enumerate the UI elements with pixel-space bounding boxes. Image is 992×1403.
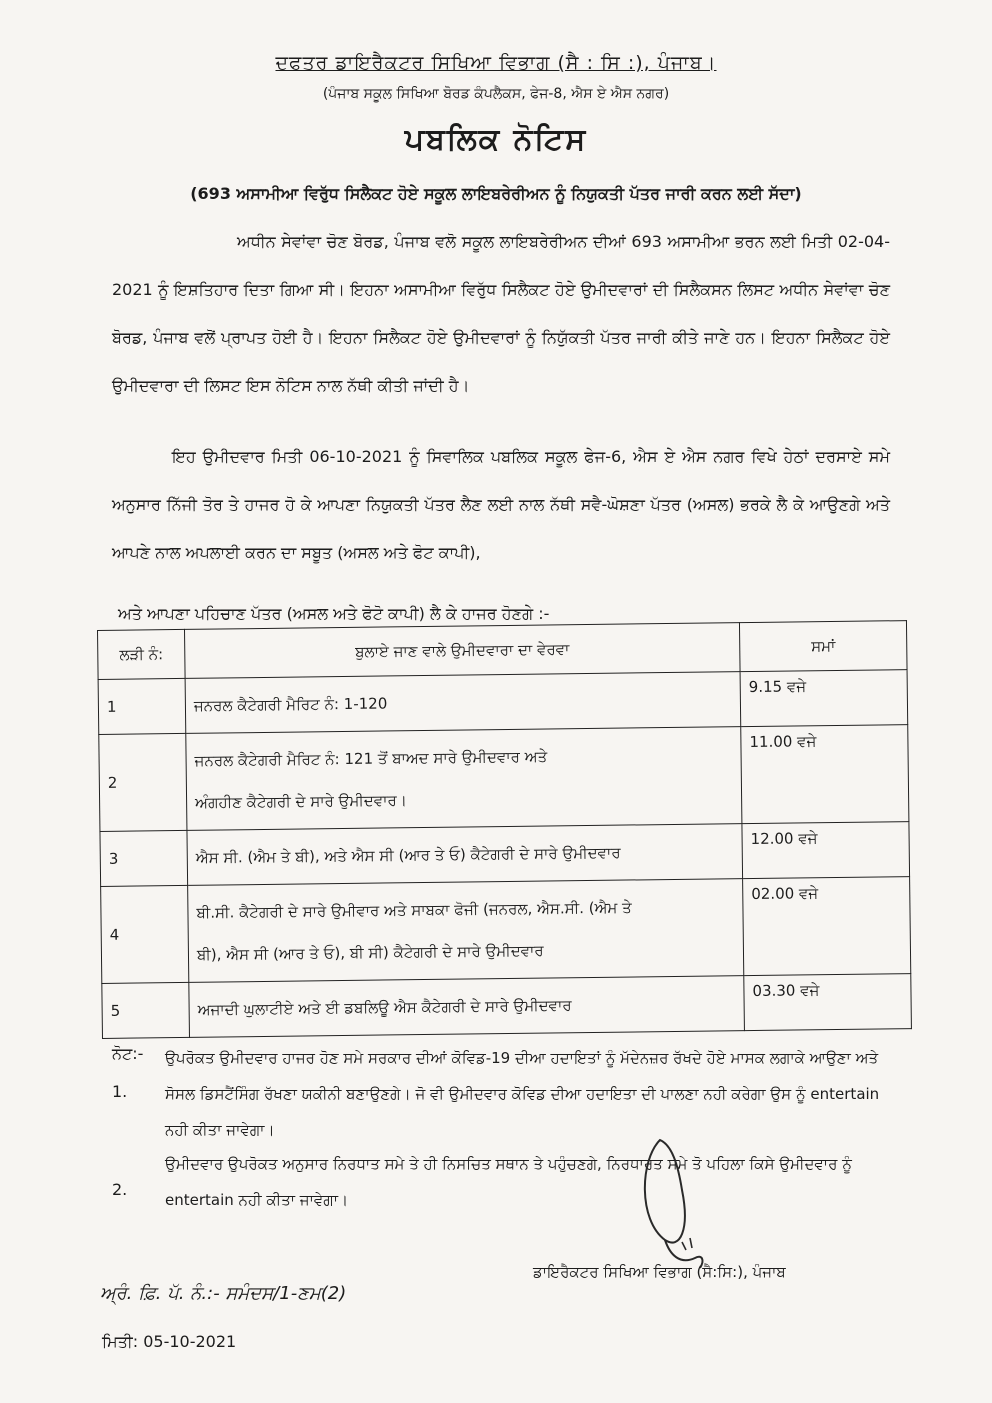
row-serial: 2 [99, 733, 187, 831]
row-serial: 5 [102, 982, 190, 1038]
row-description-line: ਅੰਗਹੀਣ ਕੈਟੇਗਰੀ ਦੇ ਸਾਰੇ ਉਮੀਦਵਾਰ। [195, 791, 407, 812]
row-serial: 3 [100, 830, 188, 886]
header-description: ਬੁਲਾਏ ਜਾਣ ਵਾਲੇ ਉਮੀਦਵਾਰਾ ਦਾ ਵੇਰਵਾ [184, 623, 740, 679]
row-description [186, 727, 742, 831]
notice-subject: (693 ਅਸਾਮੀਆ ਵਿਰੁੱਧ ਸਿਲੈਕਟ ਹੋਏ ਸਕੂਲ ਲਾਇਬਰੇਰੀਅਨ ਨੂੰ ਨਿਯੁਕਤੀ ਪੱਤਰ ਜਾਰੀ ਕਰਨ ਲਈ ਸੱਦਾ) [190, 184, 802, 203]
office-address: (ਪੰਜਾਬ ਸਕੂਲ ਸਿਖਿਆ ਬੋਰਡ ਕੰਪਲੈਕਸ, ਫੇਜ-8, ਐਸ ਏ ਐਸ ਨਗਰ) [322, 86, 670, 102]
row-description [185, 672, 741, 734]
row-description-line: ਜਨਰਲ ਕੈਟੇਗਰੀ ਮੈਰਿਟ ਨੰ: 121 ਤੋਂ ਬਾਅਦ ਸਾਰੇ ਉਮੀਦਵਾਰ ਅਤੇ [194, 747, 548, 770]
body-paragraph-1: ਅਧੀਨ ਸੇਵਾਂਵਾ ਚੋਣ ਬੋਰਡ, ਪੰਜਾਬ ਵਲੋ ਸਕੂਲ ਲਾਇਬਰੇਰੀਅਨ ਦੀਆਂ 693 ਅਸਾਮੀਆ ਭਰਨ ਲਈ ਮਿਤੀ 02-04-2021 ਨੂੰ ਇਸ਼ਤਿਹਾਰ ਦਿਤਾ ਗਿਆ ਸੀ। ਇਹਨਾ ਅਸਾਮੀਆ ਵਿਰੁੱਧ ਸਿਲੈਕਟ ਹੋਏ ਉਮੀਦਵਾਰਾਂ ਦੀ ਸਿਲੈਕਸਨ ਲਿਸਟ ਅਧੀਨ ਸੇਵਾਂਵਾ ਚੋਣ ਬੋਰਡ, ਪੰਜਾਬ ਵਲੋਂ ਪ੍ਰਾਪਤ ਹੋਈ ਹੈ। ਇਹਨਾ ਸਿਲੈਕਟ ਹੋਏ ਉਮੀਦਵਾਰਾਂ ਨੂੰ ਨਿਯੁੱਕਤੀ ਪੱਤਰ ਜਾਰੀ ਕੀਤੇ ਜਾਣੇ ਹਨ। ਇਹਨਾ ਸਿਲੈਕਟ ਹੋਏ ਉਮੀਦਵਾਰਾ ਦੀ ਲਿਸਟ ਇਸ ਨੋਟਿਸ ਨਾਲ ਨੱਥੀ ਕੀਤੀ ਜਾਂਦੀ ਹੈ। [112, 232, 890, 395]
row-serial: 4 [101, 885, 189, 983]
table-row [99, 725, 909, 832]
note-number: 1. [112, 1082, 128, 1101]
table-row [100, 822, 910, 887]
handwritten-signature [620, 1130, 730, 1280]
note-text: ਉਪਰੋਕਤ ਉਮੀਦਵਾਰ ਹਾਜਰ ਹੋਣ ਸਮੇ ਸਰਕਾਰ ਦੀਆਂ ਕੋਵਿਡ-19 ਦੀਆ ਹਦਾਇਤਾਂ ਨੂੰ ਮੱਦੇਨਜ਼ਰ ਰੱਖਦੇ ਹੋਏ ਮਾਸਕ ਲਗਾਕੇ ਆਉਣਾ ਅਤੇ ਸੋਸਲ ਡਿਸਟੈਂਸਿੰਗ ਰੱਖਣਾ ਯਕੀਨੀ ਬਣਾਉਣਗੇ। ਜੋ ਵੀ ਉਮੀਦਵਾਰ ਕੋਵਿਡ ਦੀਆ ਹਦਾਇਤਾ ਦੀ ਪਾਲਣਾ ਨਹੀ ਕਰੇਗਾ ਉਸ ਨੂੰ entertain ਨਹੀ ਕੀਤਾ ਜਾਵੇਗਾ। [165, 1049, 880, 1139]
row-time: 02.00 ਵਜੇ [743, 877, 911, 976]
header-serial: ਲੜੀ ਨੰ: [98, 629, 186, 679]
body-paragraph-2: ਇਹ ਉਮੀਦਵਾਰ ਮਿਤੀ 06-10-2021 ਨੂੰ ਸਿਵਾਲਿਕ ਪਬਲਿਕ ਸਕੂਲ ਫੇਜ-6, ਐਸ ਏ ਐਸ ਨਗਰ ਵਿਖੇ ਹੇਠਾਂ ਦਰਸਾਏ ਸਮੇ ਅਨੁਸਾਰ ਨਿੱਜੀ ਤੋਰ ਤੇ ਹਾਜਰ ਹੋ ਕੇ ਆਪਣਾ ਨਿਯੁਕਤੀ ਪੱਤਰ ਲੈਣ ਲਈ ਨਾਲ ਨੱਥੀ ਸਵੈ-ਘੋਸ਼ਣਾ ਪੱਤਰ (ਅਸਲ) ਭਰਕੇ ਲੈ ਕੇ ਆਉਣਗੇ ਅਤੇ ਆਪਣੇ ਨਾਲ ਅਪਲਾਈ ਕਰਨ ਦਾ ਸਬੂਤ (ਅਸਲ ਅਤੇ ਫੋਟ ਕਾਪੀ), [112, 447, 890, 562]
notes-heading: ਨੋਟ:- [112, 1044, 144, 1063]
row-description-line: ਬੀ.ਸੀ. ਕੈਟੇਗਰੀ ਦੇ ਸਾਰੇ ਉਮੀਵਾਰ ਅਤੇ ਸਾਬਕਾ ਫੋਜੀ (ਜਨਰਲ, ਐਸ.ਸੀ. (ਐਮ ਤੇ [196, 898, 632, 922]
note-text: ਉਮੀਦਵਾਰ ਉਪਰੋਕਤ ਅਨੁਸਾਰ ਨਿਰਧਾਤ ਸਮੇ ਤੇ ਹੀ ਨਿਸਚਿਤ ਸਥਾਨ ਤੇ ਪਹੁੰਚਣਗੇ, ਨਿਰਧਾਰਤ ਸਮੇ ਤੋ ਪਹਿਲਾ ਕਿਸੇ ਉਮੀਦਵਾਰ ਨੂੰ entertain ਨਹੀ ਕੀਤਾ ਜਾਵੇਗਾ। [165, 1155, 852, 1209]
page-title: ਪਬਲਿਕ ਨੋਟਿਸ [404, 122, 588, 157]
row-description-line: ਐਸ ਸੀ. (ਐਮ ਤੇ ਬੀ), ਅਤੇ ਐਸ ਸੀ (ਆਰ ਤੇ ਓ) ਕੈਟੇਗਰੀ ਦੇ ਸਾਰੇ ਉਮੀਦਵਾਰ [195, 843, 621, 867]
row-time: 12.00 ਵਜੇ [742, 822, 910, 879]
body-paragraph-3: ਅਤੇ ਆਪਣਾ ਪਹਿਚਾਣ ਪੱਤਰ (ਅਸਲ ਅਤੇ ਫੋਟੋ ਕਾਪੀ) ਲੈ ਕੇ ਹਾਜਰ ਹੋਣਗੇ :- [118, 604, 550, 623]
row-description [187, 824, 743, 886]
office-heading: ਦਫਤਰ ਡਾਇਰੈਕਟਰ ਸਿਖਿਆ ਵਿਭਾਗ (ਸੈ : ਸਿ :), ਪੰਜਾਬ। [275, 52, 717, 74]
table-row [102, 974, 912, 1039]
row-description-line: ਬੀ), ਐਸ ਸੀ (ਆਰ ਤੇ ਓ), ਬੀ ਸੀ) ਕੈਟੇਗਰੀ ਦੇ ਸਾਰੇ ਉਮੀਦਵਾਰ [196, 941, 544, 964]
row-description [189, 976, 745, 1038]
reference-number: ਅ੍ਰੰ. ਫ਼ਿ. ਪੱ. ਨੰ.:- ਸਮੰਦਸ/1-ਣਮ(2) [100, 1283, 347, 1304]
table-row [101, 877, 911, 984]
row-serial: 1 [98, 678, 186, 734]
row-description-line: ਅਜਾਦੀ ਘੁਲਾਟੀਏ ਅਤੇ ਈ ਡਬਲਿਊ ਐਸ ਕੈਟੇਗਰੀ ਦੇ ਸਾਰੇ ਉਮੀਦਵਾਰ [197, 996, 572, 1019]
issue-date: ਮਿਤੀ: 05-10-2021 [102, 1332, 237, 1351]
row-description-line: ਜਨਰਲ ਕੈਟੇਗਰੀ ਮੈਰਿਟ ਨੰ: 1-120 [193, 694, 388, 715]
table-row [98, 670, 908, 735]
signatory-title: ਡਾਇਰੈਕਟਰ ਸਿਖਿਆ ਵਿਭਾਗ (ਸੈ:ਸਿ:), ਪੰਜਾਬ [533, 1263, 786, 1281]
row-time: 11.00 ਵਜੇ [741, 725, 909, 824]
schedule-table [97, 620, 912, 1039]
row-time: 03.30 ਵਜੇ [744, 974, 912, 1031]
row-description [188, 879, 744, 983]
note-number: 2. [112, 1180, 128, 1199]
row-time: 9.15 ਵਜੇ [740, 670, 908, 727]
header-time: ਸਮਾਂ [739, 621, 907, 672]
